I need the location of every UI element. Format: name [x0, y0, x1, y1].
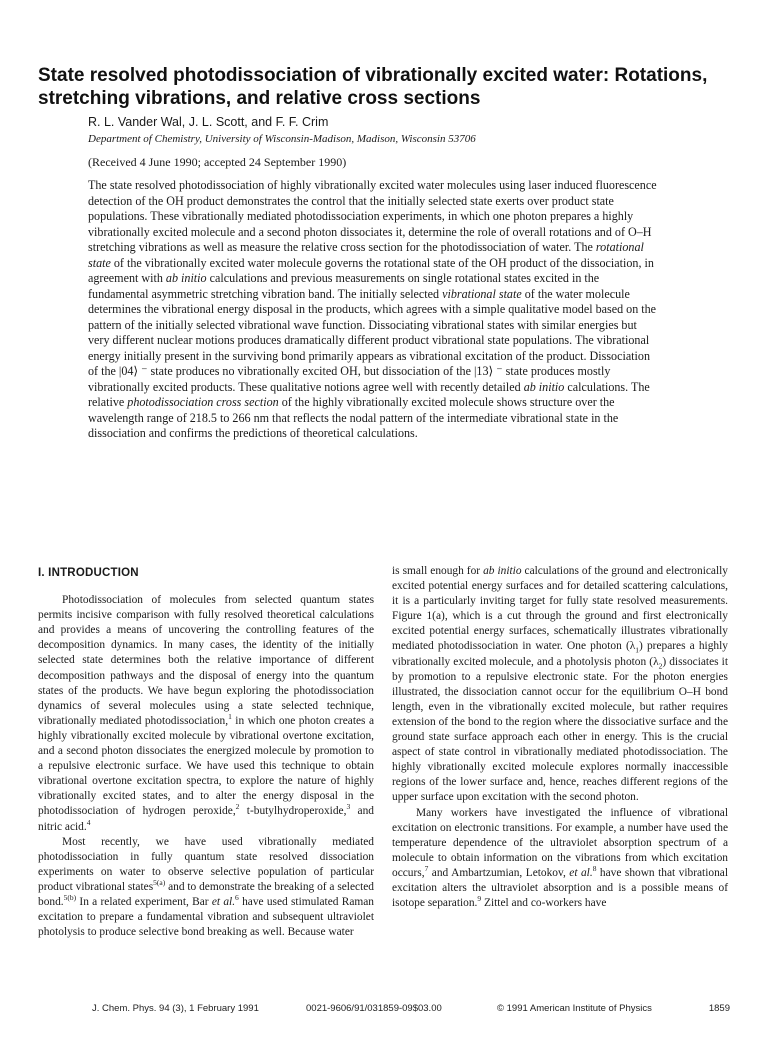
- intro-paragraph-2: Most recently, we have used vibrationally mediated photodissociation in fully quantum state resolved dissociation experiments on water to observe selective population of particular product vibrational states$^{5(a)}$ and to demonstrate the breaking of a selected bond.$^{5(b)}$ In a related experiment, Bar et al.$^6$ have used stimulated Raman excitation to prepare a fundamental vibration and subsequent ultraviolet photolysis to produce selective bond breaking as well. Because water: [38, 835, 374, 939]
- article-title: State resolved photodissociation of vibrationally excited water: Rotations, stretching vibrations, and relative cross sections: [38, 65, 708, 109]
- received-dates: (Received 4 June 1990; accepted 24 September 1990): [88, 155, 347, 169]
- article-authors: R. L. Vander Wal, J. L. Scott, and F. F. Crim: [88, 115, 329, 129]
- footer-copyright: © 1991 American Institute of Physics: [497, 1003, 652, 1014]
- page-footer: [38, 1003, 730, 1017]
- body-column-left: [38, 564, 374, 940]
- article-affiliation: Department of Chemistry, University of Wisconsin-Madison, Madison, Wisconsin 53706: [88, 133, 476, 145]
- footer-journal: J. Chem. Phys. 94 (3), 1 February 1991: [92, 1003, 259, 1014]
- intro-paragraph-4: Many workers have investigated the influence of vibrational excitation on electronic transitions. For example, a number have used the temperature dependence of the ultraviolet absorption spectrum of a molecule to obtain information on the vibrations from which excitation occurs,$^7$ and Ambartzumian, Letokov, et al.$^8$ have shown that vibrational excitation alters the ultraviolet absorption and is a possible means of isotope separation.$^9$ Zittel and co-workers have: [392, 806, 728, 910]
- section-heading-introduction: I. INTRODUCTION: [38, 567, 139, 579]
- footer-page-number: 1859: [708, 1003, 730, 1014]
- footer-article-code: 0021-9606/91/031859-09$03.00: [306, 1003, 442, 1014]
- body-column-right: [392, 564, 728, 911]
- intro-paragraph-3: is small enough for ab initio calculations of the ground and electronically excited potential energy surfaces and for detailed scattering calculations, it is a particularly inviting target for fully state resolved measurements. Figure 1(a), which is a cut through the ground and first electronically excited potential energy surfaces, schematically illustrates vibrationally mediated photodissociation in water. One photon $(\lambda_1)$ prepares a highly vibrationally excited molecule, and a photolysis photon $(\lambda_2)$ dissociates it by promotion to a repulsive electronic state. For the photon energies illustrated, the dissociation cannot occur for the equilibrium O–H bond length, even in the vibrationally excited molecule, but rather requires extension of the bond to the region where the dissociative surface and the ground state surface approach each other in energy. This is the crucial aspect of state control in vibrationally mediated photodissociation. The highly vibrationally excited molecule explores normally inaccessible regions of the lower surface and, hence, reaches different regions of the upper surface upon excitation with the second photon.: [392, 565, 728, 804]
- abstract: The state resolved photodissociation of highly vibrationally excited water molecules using laser induced fluorescence detection of the OH product demonstrates the control that the initially selected state exerts over product state populations. These vibrationally mediated photodissociation experiments, in which one photon prepares a highly vibrationally excited molecule and a second photon dissociates it, determine the role of overall rotations and of O–H stretching vibrations as well as measure the relative cross section for the photodissociation of water. The rotational state of the vibrationally excited water molecule governs the rotational state of the OH product of the dissociation, in agreement with ab initio calculations and previous measurements on single rotational states excited in the fundamental asymmetric stretching vibration band. The initially selected vibrational state of the water molecule determines the vibrational energy disposal in the products, which agrees with a simple qualitative model based on the pattern of the initially selected vibrational wave function. Dissociating vibrational states with similar energies but very different nuclear motions produces dramatically different product vibrational state populations. The vibrational energy initially present in the surviving bond primarily appears as vibrational excitation of the product. Dissociation of the |04⟩ ⁻ state produces no vibrationally excited OH, but dissociation of the |13⟩ ⁻ state produces mostly vibrationally excited products. These qualitative notions agree well with recently detailed ab initio calculations. The relative photodissociation cross section of the highly vibrationally excited molecule shows structure over the wavelength range of 218.5 to 266 nm that reflects the nodal pattern of the intermediate vibrational state in the dissociation and confirms the predictions of theoretical calculations.: [88, 178, 657, 440]
- intro-paragraph-1: Photodissociation of molecules from selected quantum states permits incisive comparison with fully resolved theoretical calculations and provides a means of uncovering the controlling features of the decomposition dynamics. In many cases, the identity of the initially selected state determines both the relative importance of different decomposition pathways and the disposal of energy into the quantum states of the products. We have begun exploring the photodissociation dynamics of several molecules using a state selected technique, vibrationally mediated photodissociation,$^1$ in which one photon creates a highly vibrationally excited molecule by vibrational overtone excitation, and a second photon dissociates the energized molecule by promotion to a repulsive electronic surface. We have used this technique to obtain vibrational overtone excitation spectra, to explore the nature of highly vibrationally excited states, and to alter the energy disposal in the photodissociation of hydrogen peroxide,$^2$ t-butylhydroperoxide,$^3$ and nitric acid.$^4$: [38, 594, 375, 833]
